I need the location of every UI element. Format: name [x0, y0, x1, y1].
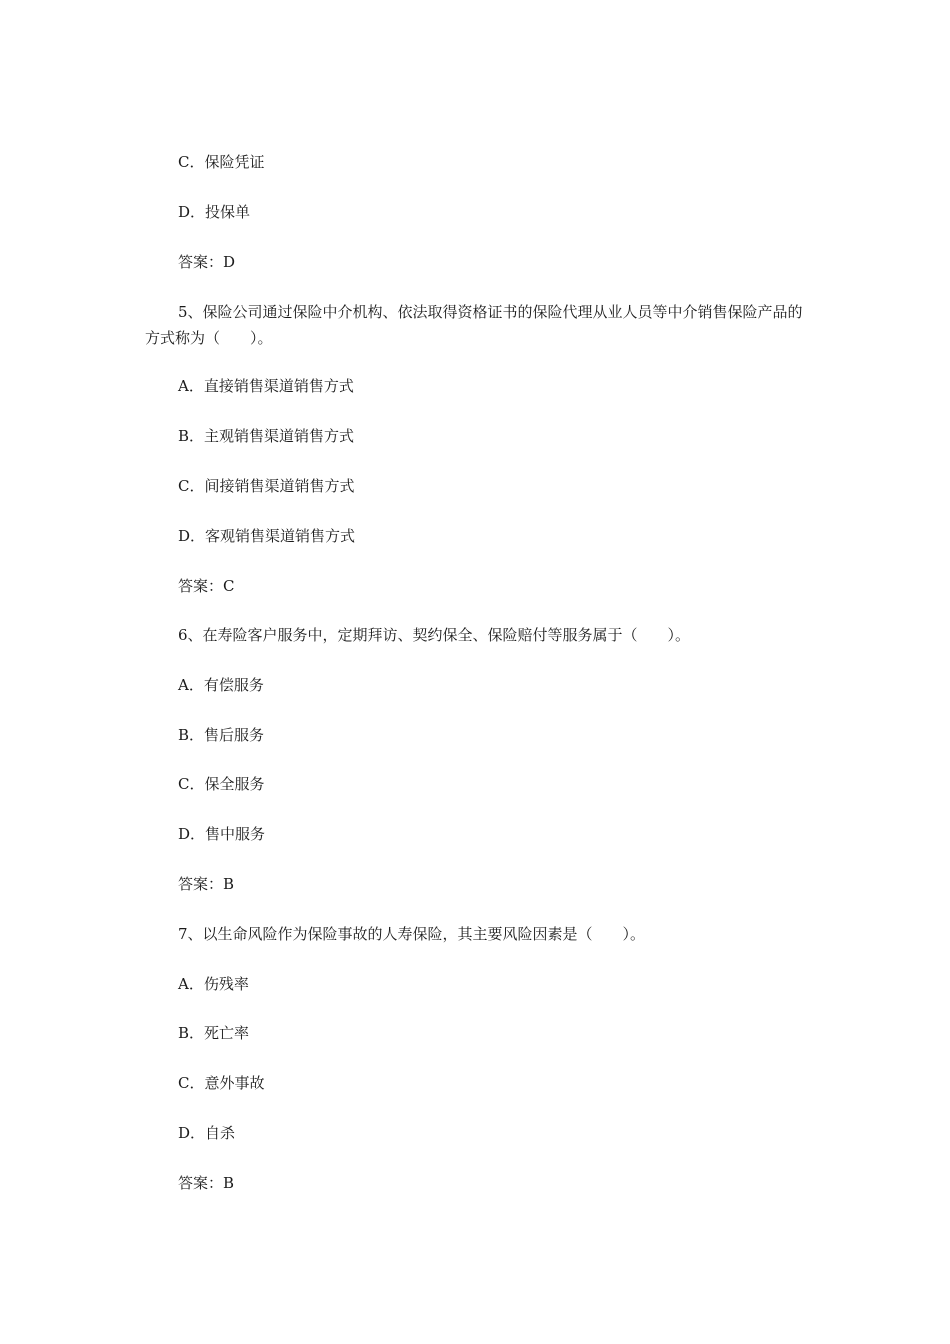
option-c-q4: C．保险凭证 [178, 153, 265, 171]
option-b-q7: B．死亡率 [178, 1024, 250, 1042]
option-d-q5: D．客观销售渠道销售方式 [178, 527, 356, 545]
answer-q7: 答案：B [178, 1174, 235, 1192]
answer-q4: 答案：D [178, 253, 236, 271]
option-d-q4: D．投保单 [178, 203, 251, 221]
option-c-q6: C．保全服务 [178, 775, 265, 793]
answer-q6: 答案：B [178, 875, 235, 893]
option-a-q5: A．直接销售渠道销售方式 [178, 377, 354, 395]
option-a-q6: A．有偿服务 [178, 676, 264, 694]
option-c-q5: C．间接销售渠道销售方式 [178, 477, 355, 495]
question-6: 6、在寿险客户服务中，定期拜访、契约保全、保险赔付等服务属于（ ）。 [178, 626, 691, 644]
question-5: 5、保险公司通过保险中介机构、依法取得资格证书的保险代理从业人员等中介销售保险产品的方式称为（ ）。 [145, 303, 803, 347]
option-b-q6: B．售后服务 [178, 726, 265, 744]
option-d-q7: D．自杀 [178, 1124, 236, 1142]
answer-q5: 答案：C [178, 577, 235, 595]
option-d-q6: D．售中服务 [178, 825, 266, 843]
option-c-q7: C．意外事故 [178, 1074, 265, 1092]
option-b-q5: B．主观销售渠道销售方式 [178, 427, 355, 445]
option-a-q7: A．伤残率 [178, 975, 249, 993]
question-7: 7、以生命风险作为保险事故的人寿保险，其主要风险因素是（ ）。 [178, 925, 646, 943]
